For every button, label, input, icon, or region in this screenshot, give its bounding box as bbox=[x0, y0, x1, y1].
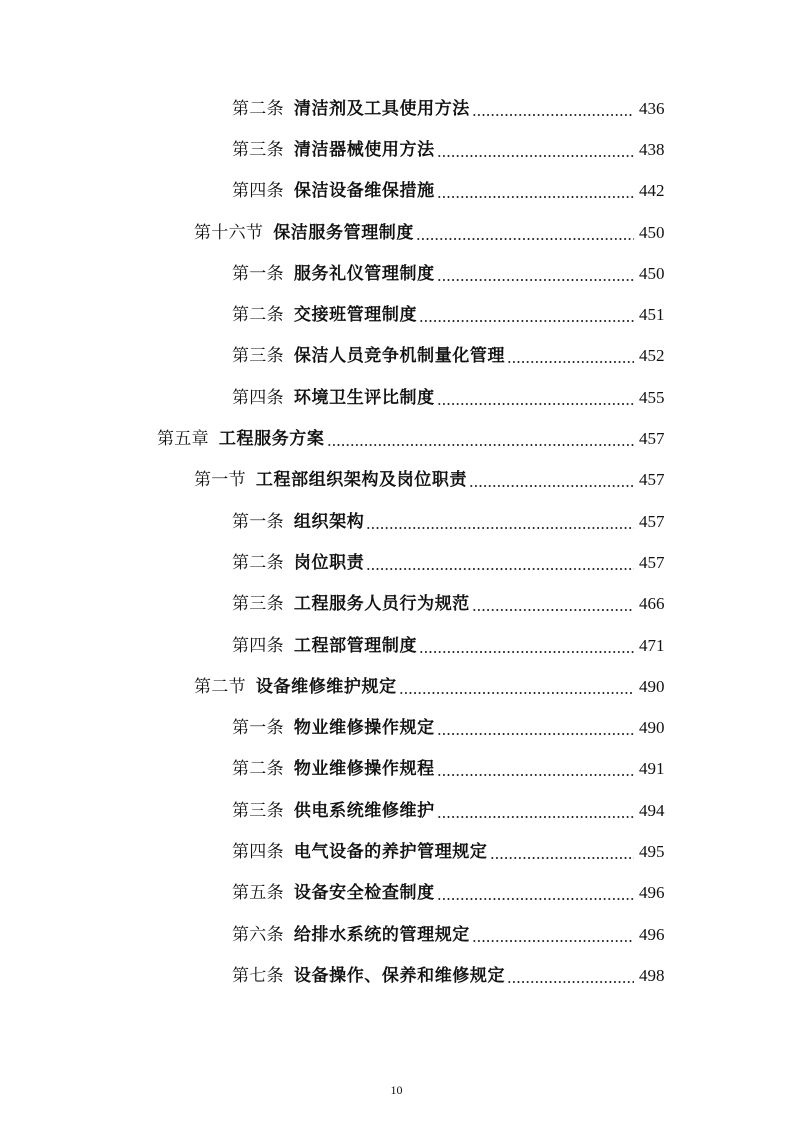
toc-entry-page: 455 bbox=[639, 387, 665, 407]
toc-entry-title: 设备维修维护规定 bbox=[255, 676, 397, 697]
toc-article-entry[interactable] bbox=[0, 171, 793, 212]
toc-entry-page: 498 bbox=[639, 965, 665, 985]
toc-article-entry[interactable] bbox=[0, 914, 793, 955]
toc-dot-leader bbox=[469, 470, 634, 490]
toc-entry-page: 451 bbox=[639, 305, 665, 325]
toc-entry-page: 452 bbox=[639, 346, 665, 366]
toc-entry-title: 物业维修操作规定 bbox=[293, 718, 435, 739]
toc-entry-page: 436 bbox=[639, 98, 665, 118]
toc-article-entry[interactable] bbox=[0, 790, 793, 831]
toc-entry-number: 第三条 bbox=[232, 594, 284, 615]
toc-article-entry[interactable] bbox=[0, 749, 793, 790]
toc-entry-title: 工程服务人员行为规范 bbox=[293, 594, 470, 615]
table-of-contents bbox=[0, 88, 793, 997]
toc-dot-leader bbox=[507, 966, 634, 986]
toc-entry-title: 环境卫生评比制度 bbox=[293, 387, 435, 408]
toc-dot-leader bbox=[472, 925, 634, 945]
toc-entry-number: 第二条 bbox=[232, 98, 284, 119]
toc-entry-page: 471 bbox=[639, 635, 665, 655]
toc-article-entry[interactable] bbox=[0, 88, 793, 129]
toc-dot-leader bbox=[437, 801, 634, 821]
toc-entry-number: 第一条 bbox=[232, 718, 284, 739]
toc-dot-leader bbox=[472, 594, 634, 614]
toc-entry-number: 第五条 bbox=[232, 883, 284, 904]
toc-entry-title: 岗位职责 bbox=[293, 552, 365, 573]
toc-entry-title: 清洁剂及工具使用方法 bbox=[293, 98, 470, 119]
toc-entry-title: 工程服务方案 bbox=[218, 429, 325, 450]
toc-entry-number: 第三条 bbox=[232, 346, 284, 367]
toc-dot-leader bbox=[416, 223, 634, 243]
toc-entry-number: 第五章 bbox=[157, 429, 209, 450]
toc-entry-page: 450 bbox=[639, 263, 665, 283]
toc-article-entry[interactable] bbox=[0, 377, 793, 418]
toc-article-entry[interactable] bbox=[0, 707, 793, 748]
toc-entry-page: 491 bbox=[639, 759, 665, 779]
toc-entry-page: 494 bbox=[639, 800, 665, 820]
toc-dot-leader bbox=[437, 388, 634, 408]
toc-dot-leader bbox=[490, 842, 634, 862]
toc-entry-number: 第四条 bbox=[232, 181, 284, 202]
toc-article-entry[interactable] bbox=[0, 584, 793, 625]
toc-section-entry[interactable] bbox=[0, 212, 793, 253]
toc-entry-page: 457 bbox=[639, 552, 665, 572]
toc-entry-number: 第一条 bbox=[232, 511, 284, 532]
toc-article-entry[interactable] bbox=[0, 501, 793, 542]
toc-dot-leader bbox=[507, 346, 634, 366]
toc-entry-number: 第三条 bbox=[232, 139, 284, 160]
toc-entry-number: 第二节 bbox=[194, 676, 246, 697]
toc-entry-title: 保洁设备维保措施 bbox=[293, 181, 435, 202]
toc-dot-leader bbox=[327, 429, 634, 449]
toc-entry-page: 442 bbox=[639, 181, 665, 201]
toc-entry-title: 工程部管理制度 bbox=[293, 635, 418, 656]
toc-article-entry[interactable] bbox=[0, 336, 793, 377]
toc-entry-number: 第二条 bbox=[232, 305, 284, 326]
toc-entry-page: 457 bbox=[639, 511, 665, 531]
toc-chapter-entry[interactable] bbox=[0, 418, 793, 459]
toc-entry-title: 设备操作、保养和维修规定 bbox=[293, 965, 506, 986]
toc-dot-leader bbox=[366, 553, 634, 573]
toc-article-entry[interactable] bbox=[0, 253, 793, 294]
toc-dot-leader bbox=[366, 512, 634, 532]
toc-entry-page: 466 bbox=[639, 594, 665, 614]
toc-entry-title: 清洁器械使用方法 bbox=[293, 139, 435, 160]
toc-entry-number: 第二条 bbox=[232, 552, 284, 573]
toc-entry-number: 第七条 bbox=[232, 965, 284, 986]
toc-entry-title: 工程部组织架构及岗位职责 bbox=[255, 470, 468, 491]
toc-entry-number: 第二条 bbox=[232, 759, 284, 780]
toc-article-entry[interactable] bbox=[0, 129, 793, 170]
toc-entry-number: 第一条 bbox=[232, 263, 284, 284]
toc-dot-leader bbox=[437, 181, 634, 201]
toc-entry-title: 保洁人员竞争机制量化管理 bbox=[293, 346, 506, 367]
toc-dot-leader bbox=[437, 883, 634, 903]
toc-entry-title: 交接班管理制度 bbox=[293, 305, 418, 326]
toc-entry-page: 496 bbox=[639, 924, 665, 944]
toc-section-entry[interactable] bbox=[0, 460, 793, 501]
toc-entry-page: 457 bbox=[639, 429, 665, 449]
toc-entry-title: 保洁服务管理制度 bbox=[273, 222, 415, 243]
toc-entry-title: 物业维修操作规程 bbox=[293, 759, 435, 780]
toc-entry-page: 490 bbox=[639, 718, 665, 738]
toc-entry-title: 电气设备的养护管理规定 bbox=[293, 841, 488, 862]
toc-dot-leader bbox=[437, 140, 634, 160]
toc-section-entry[interactable] bbox=[0, 666, 793, 707]
toc-entry-page: 457 bbox=[639, 470, 665, 490]
toc-entry-number: 第三条 bbox=[232, 800, 284, 821]
toc-article-entry[interactable] bbox=[0, 542, 793, 583]
toc-dot-leader bbox=[472, 99, 634, 119]
toc-dot-leader bbox=[437, 264, 634, 284]
toc-entry-number: 第十六节 bbox=[194, 222, 264, 243]
toc-entry-number: 第四条 bbox=[232, 841, 284, 862]
toc-entry-title: 给排水系统的管理规定 bbox=[293, 924, 470, 945]
toc-entry-number: 第四条 bbox=[232, 387, 284, 408]
toc-dot-leader bbox=[419, 636, 634, 656]
toc-dot-leader bbox=[419, 305, 634, 325]
toc-entry-number: 第四条 bbox=[232, 635, 284, 656]
toc-entry-title: 服务礼仪管理制度 bbox=[293, 263, 435, 284]
toc-dot-leader bbox=[437, 759, 634, 779]
toc-article-entry[interactable] bbox=[0, 625, 793, 666]
toc-article-entry[interactable] bbox=[0, 831, 793, 872]
toc-dot-leader bbox=[399, 677, 634, 697]
toc-entry-number: 第六条 bbox=[232, 924, 284, 945]
toc-article-entry[interactable] bbox=[0, 955, 793, 996]
toc-entry-page: 490 bbox=[639, 676, 665, 696]
toc-entry-title: 设备安全检查制度 bbox=[293, 883, 435, 904]
toc-entry-page: 450 bbox=[639, 222, 665, 242]
toc-entry-page: 495 bbox=[639, 841, 665, 861]
page-number: 10 bbox=[390, 1083, 403, 1097]
toc-dot-leader bbox=[437, 718, 634, 738]
toc-entry-page: 496 bbox=[639, 883, 665, 903]
toc-entry-title: 供电系统维修维护 bbox=[293, 800, 435, 821]
toc-article-entry[interactable] bbox=[0, 294, 793, 335]
toc-article-entry[interactable] bbox=[0, 873, 793, 914]
toc-entry-page: 438 bbox=[639, 139, 665, 159]
toc-entry-title: 组织架构 bbox=[293, 511, 365, 532]
toc-entry-number: 第一节 bbox=[194, 470, 246, 491]
